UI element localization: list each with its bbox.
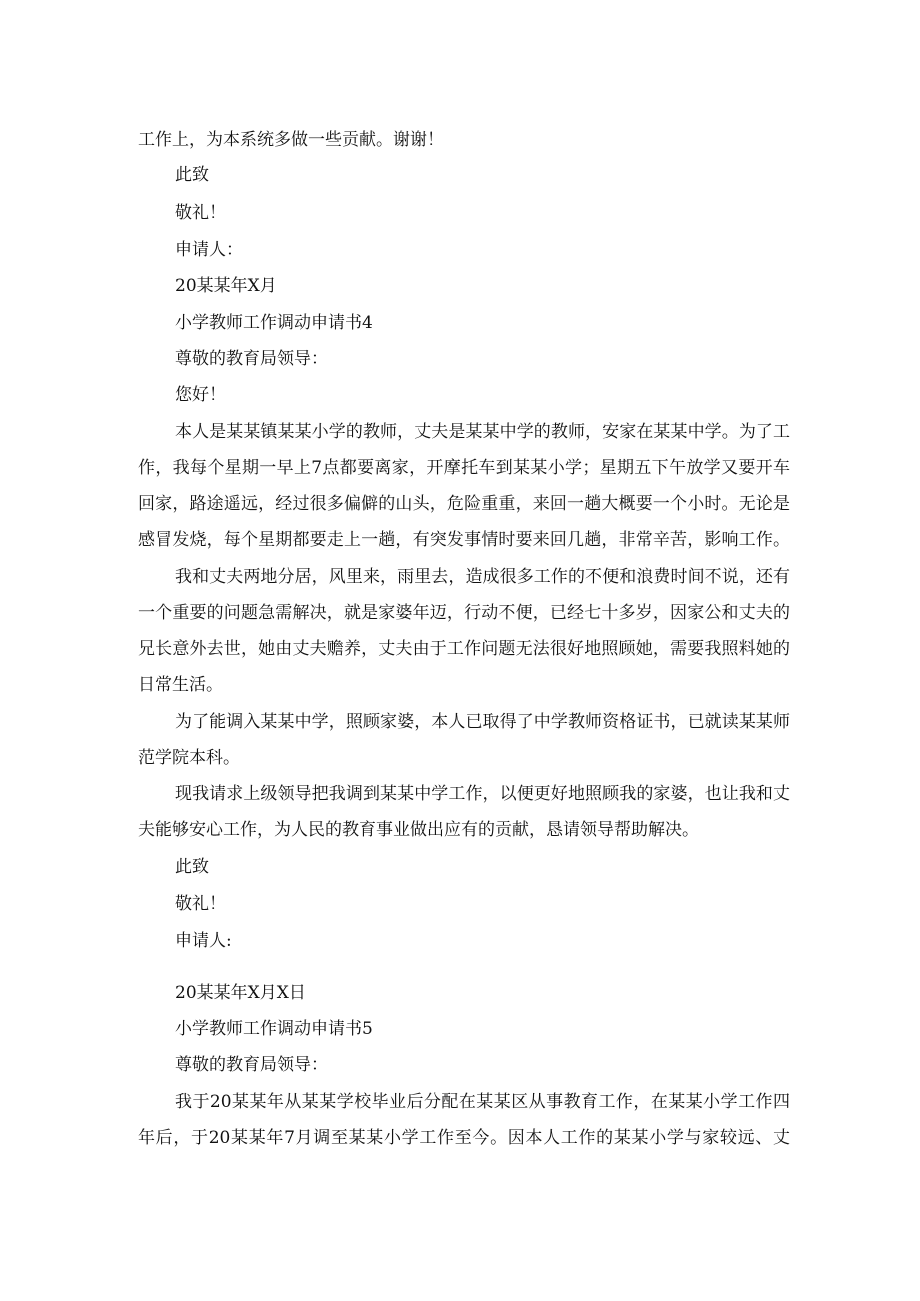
letter-4-hello: 您好！ xyxy=(175,385,226,405)
applicant-label: 申请人： xyxy=(175,240,243,260)
closing-sentence-line: 工作上，为本系统多做一些贡献。谢谢！ xyxy=(138,130,444,150)
letter-4-applicant-label: 申请人: xyxy=(175,931,232,951)
letter-4-date: 20某某年X月X日 xyxy=(175,983,306,1003)
letter-4-paragraph-2-line-2: 一个重要的问题急需解决，就是家婆年迈，行动不便，已经七十多岁，因家公和丈夫的 xyxy=(138,603,790,623)
letter-4-paragraph-2-line-1: 我和丈夫两地分居，风里来，雨里去，造成很多工作的不便和浪费时间不说，还有 xyxy=(175,567,790,587)
letter-4-greeting: 尊敬的教育局领导： xyxy=(175,349,328,369)
date-line: 20某某年X月 xyxy=(175,276,277,296)
letter-4-paragraph-4-line-2: 夫能够安心工作，为人民的教育事业做出应有的贡献，恳请领导帮助解决。 xyxy=(138,820,699,840)
letter-4-paragraph-1-line-1: 本人是某某镇某某小学的教师，丈夫是某某中学的教师，安家在某某中学。为了工 xyxy=(175,422,790,442)
letter-4-paragraph-3-line-1: 为了能调入某某中学，照顾家婆，本人已取得了中学教师资格证书，已就读某某师 xyxy=(175,712,790,732)
salutation-jingli: 敬礼！ xyxy=(175,203,226,223)
letter-4-salutation-cizhi: 此致 xyxy=(175,857,209,877)
letter-5-title: 小学教师工作调动申请书5 xyxy=(175,1019,373,1039)
letter-5-greeting: 尊敬的教育局领导： xyxy=(175,1055,328,1075)
letter-5-paragraph-1-line-2: 年后，于20某某年7月调至某某小学工作至今。因本人工作的某某小学与家较远、丈 xyxy=(138,1128,790,1148)
salutation-cizhi: 此致 xyxy=(175,165,209,185)
letter-5-paragraph-1-line-1: 我于20某某年从某某学校毕业后分配在某某区从事教育工作，在某某小学工作四 xyxy=(175,1092,790,1112)
letter-4-paragraph-1-line-3: 回家，路途遥远，经过很多偏僻的山头，危险重重，来回一趟大概要一个小时。无论是 xyxy=(138,494,790,514)
letter-4-paragraph-4-line-1: 现我请求上级领导把我调到某某中学工作，以便更好地照顾我的家婆，也让我和丈 xyxy=(175,784,790,804)
letter-4-salutation-jingli: 敬礼！ xyxy=(175,894,226,914)
letter-4-paragraph-2-line-3: 兄长意外去世，她由丈夫赡养，丈夫由于工作问题无法很好地照顾她，需要我照料她的 xyxy=(138,639,790,659)
letter-4-paragraph-3-line-2: 范学院本科。 xyxy=(138,748,240,768)
letter-4-paragraph-1-line-4: 感冒发烧，每个星期都要走上一趟，有突发事情时要来回几趟，非常辛苦，影响工作。 xyxy=(138,530,790,550)
letter-4-paragraph-2-line-4: 日常生活。 xyxy=(138,675,223,695)
letter-4-paragraph-1-line-2: 作，我每个星期一早上7点都要离家，开摩托车到某某小学；星期五下午放学又要开车 xyxy=(138,458,790,478)
letter-4-title: 小学教师工作调动申请书4 xyxy=(175,313,373,333)
